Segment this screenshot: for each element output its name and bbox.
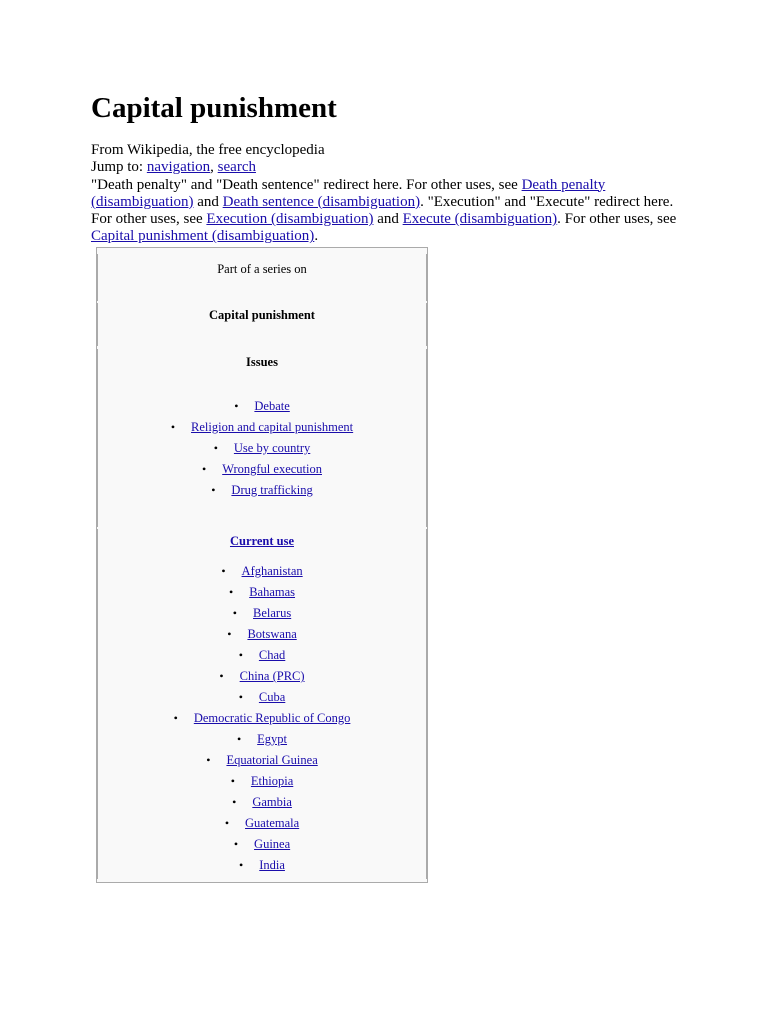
- bullet-icon: •: [236, 732, 242, 746]
- capital-punishment-disambiguation-link[interactable]: Capital punishment (disambiguation): [91, 228, 315, 245]
- bullet-icon: •: [232, 606, 237, 620]
- hatnote-text: and: [193, 193, 223, 210]
- list-item: [98, 834, 426, 855]
- execution-disambiguation-link[interactable]: Execution (disambiguation): [206, 211, 374, 228]
- list-item: [98, 750, 426, 771]
- list-item-link[interactable]: Drug trafficking: [231, 483, 313, 497]
- list-item: [98, 771, 426, 792]
- bullet-icon: •: [211, 483, 216, 497]
- bullet-icon: •: [227, 627, 232, 641]
- hatnote-text: "Death penalty" and "Death sentence" redirect here. For other uses, see: [91, 176, 522, 193]
- list-item: [98, 645, 426, 666]
- issues-list: [98, 396, 426, 501]
- series-label: Part of a series on: [217, 262, 307, 276]
- list-item-link[interactable]: Debate: [254, 399, 290, 413]
- death-sentence-disambiguation-link[interactable]: Death sentence (disambiguation): [222, 193, 421, 210]
- tagline: From Wikipedia, the free encyclopedia: [91, 142, 325, 158]
- bullet-icon: •: [170, 420, 176, 434]
- jump-navigation-link[interactable]: navigation: [146, 159, 211, 176]
- list-item: [98, 582, 426, 603]
- infobox-series-section: [97, 254, 427, 301]
- infobox-title-section: [97, 303, 427, 346]
- bullet-icon: •: [230, 774, 235, 788]
- list-item-link[interactable]: Belarus: [253, 606, 292, 620]
- bullet-icon: •: [234, 399, 239, 413]
- hatnote-text: .: [314, 228, 319, 245]
- list-item-link[interactable]: Cuba: [258, 690, 286, 704]
- bullet-icon: •: [238, 690, 243, 704]
- list-item: [98, 396, 426, 417]
- list-item-link[interactable]: Gambia: [252, 795, 292, 809]
- list-item-link[interactable]: Use by country: [233, 441, 311, 455]
- list-item-link[interactable]: Wrongful execution: [222, 462, 322, 476]
- issues-heading: Issues: [246, 355, 278, 369]
- bullet-icon: •: [232, 795, 237, 809]
- bullet-icon: •: [221, 564, 226, 578]
- jump-search-link[interactable]: search: [217, 159, 256, 176]
- bullet-icon: •: [173, 711, 178, 725]
- list-item-link[interactable]: India: [259, 858, 285, 872]
- hatnote: [91, 177, 691, 246]
- list-item: [98, 603, 426, 624]
- list-item-link[interactable]: China (PRC): [239, 669, 305, 683]
- page-title: Capital punishment: [91, 92, 337, 124]
- hatnote-text: . For other uses, see: [557, 211, 677, 228]
- bullet-icon: •: [233, 837, 239, 851]
- list-item-link[interactable]: Guatemala: [245, 816, 300, 830]
- jump-links: [91, 159, 691, 176]
- list-item-link[interactable]: Botswana: [247, 627, 297, 641]
- list-item: [98, 459, 426, 480]
- list-item-link[interactable]: Chad: [258, 648, 286, 662]
- list-item: [98, 813, 426, 834]
- bullet-icon: •: [213, 441, 218, 455]
- list-item-link[interactable]: Guinea: [254, 837, 291, 851]
- list-item-link[interactable]: Religion and capital punishment: [191, 420, 354, 434]
- execute-disambiguation-link[interactable]: Execute (disambiguation): [402, 211, 558, 228]
- list-item-link[interactable]: Egypt: [257, 732, 288, 746]
- bullet-icon: •: [219, 669, 224, 683]
- list-item: [98, 624, 426, 645]
- jump-separator: ,: [210, 159, 218, 176]
- jump-prefix: Jump to:: [91, 159, 147, 176]
- bullet-icon: •: [201, 462, 207, 476]
- article-intro: [91, 142, 691, 246]
- current-use-list: [98, 561, 426, 876]
- list-item-link[interactable]: Ethiopia: [250, 774, 294, 788]
- bullet-icon: •: [228, 585, 234, 599]
- series-infobox: [96, 247, 428, 883]
- list-item: [98, 855, 426, 876]
- bullet-icon: •: [206, 753, 211, 767]
- current-use-heading-link[interactable]: Current use: [229, 534, 294, 548]
- list-item: [98, 480, 426, 501]
- list-item: [98, 666, 426, 687]
- list-item: [98, 438, 426, 459]
- bullet-icon: •: [224, 816, 230, 830]
- list-item-link[interactable]: Democratic Republic of Congo: [193, 711, 351, 725]
- list-item: [98, 708, 426, 729]
- infobox-current-use-section: [97, 529, 427, 879]
- hatnote-text: and: [373, 211, 403, 228]
- death-penalty-disambiguation-link[interactable]: Death penalty (disambiguation): [91, 176, 606, 210]
- list-item: [98, 792, 426, 813]
- list-item: [98, 561, 426, 582]
- list-item-link[interactable]: Equatorial Guinea: [226, 753, 318, 767]
- infobox-issues-section: [97, 349, 427, 527]
- list-item-link[interactable]: Bahamas: [249, 585, 296, 599]
- bullet-icon: •: [238, 648, 243, 662]
- bullet-icon: •: [239, 858, 244, 872]
- current-use-heading-wrap: [98, 534, 426, 549]
- list-item: [98, 729, 426, 750]
- hatnote-text: . "Execution" and "Execute" redirect here. For other uses, see: [91, 193, 674, 228]
- list-item-link[interactable]: Afghanistan: [241, 564, 303, 578]
- list-item: [98, 687, 426, 708]
- series-title: Capital punishment: [209, 308, 315, 322]
- list-item: [98, 417, 426, 438]
